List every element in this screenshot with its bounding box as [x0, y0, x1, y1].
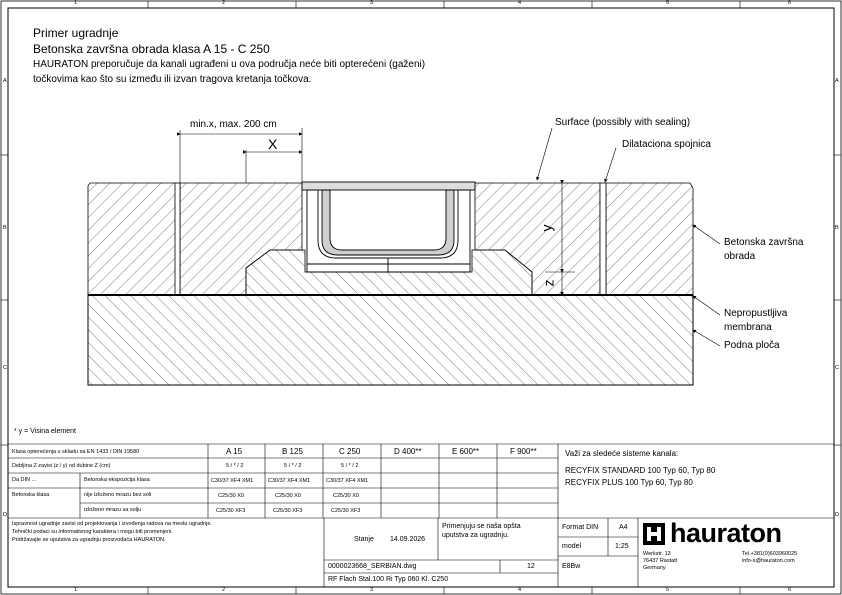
class-b125: B 125 — [282, 447, 303, 456]
note-line-2: točkovima kao što su između ili izvan tragova kretanja točkova. — [33, 74, 312, 85]
note-line-1: HAURATON preporučuje da kanali ugrađeni u ova područja neće biti opterećeni (gaženi) — [33, 59, 426, 70]
class-d400: D 400** — [394, 447, 422, 456]
label-expansion-joint: Dilataciona spojnica — [622, 139, 711, 150]
row-letter-b: B — [3, 225, 7, 231]
row2-value-a15: 5 / * / 2 — [226, 463, 244, 469]
address-1: Werkstr. 13 — [643, 551, 671, 557]
install-note-1: Primenjuju se naša opšta — [442, 523, 521, 530]
format-label: Format DIN — [562, 524, 599, 531]
drawing-number: 0000023668_SERBIAN.dwg — [328, 563, 417, 570]
dimension-z-label: z — [540, 279, 557, 287]
table-row4-left: Betonska klasa — [12, 492, 50, 498]
dimension-y-label: y — [538, 224, 555, 232]
phone: Tel.+381(0)603960025 — [742, 551, 798, 557]
footnote: * y = Visina element — [14, 428, 76, 435]
table-row2-label: Debljina Z zavisi (z / y) od dubine Z (cm) — [12, 463, 111, 469]
model-label: model — [562, 543, 582, 550]
row3-value-b125: C30/37 XF4 XM1 — [268, 478, 311, 484]
drainage-channel — [302, 182, 475, 272]
email: info-s@hauraton.com — [742, 558, 795, 564]
col-number-1: 1 — [74, 0, 78, 6]
row-letter-a: A — [3, 78, 7, 84]
row-letter-d-right: D — [835, 512, 839, 518]
row-letter-c: C — [3, 365, 7, 371]
table-row4-label: nije izloženo mrazu bez soli — [84, 492, 152, 498]
col-number-6: 6 — [788, 0, 792, 6]
disclaimer-2: Tehnički podaci su informativnog karaktera i mogu biti promenjeni. — [12, 529, 173, 535]
table-row5-label: izloženo mrazu sa solju — [84, 507, 142, 513]
row2-value-c250: 5 / * / 2 — [341, 463, 359, 469]
col-number-3-bottom: 3 — [370, 587, 374, 593]
row4-value-c250: C25/30 X0 — [333, 493, 359, 499]
system-2: RECYFIX PLUS 100 Typ 60, Typ 80 — [565, 478, 693, 487]
title-line-1: Primer ugradnje — [33, 26, 119, 40]
format-value: A4 — [619, 524, 628, 531]
install-note-2: uputstva za ugradnju. — [442, 532, 509, 539]
part-description: RF Flach Stal.100 Ri Typ 060 Kl. C250 — [328, 576, 449, 583]
class-a15: A 15 — [226, 447, 243, 456]
col-number-4: 4 — [518, 0, 522, 6]
address-2: 76437 Rastatt — [643, 558, 678, 564]
sheet-number: 12 — [527, 563, 535, 570]
col-number-2: 2 — [222, 0, 226, 6]
row-letter-d: D — [3, 512, 7, 518]
table-row3-left: Da DIN ... — [12, 477, 37, 483]
system-1: RECYFIX STANDARD 100 Typ 60, Typ 80 — [565, 466, 716, 475]
dimension-x-label: X — [268, 136, 278, 152]
row-letter-a-right: A — [835, 78, 839, 84]
row3-value-a15: C30/37 XF4 XM1 — [211, 478, 254, 484]
row5-value-b125: C25/30 XF3 — [273, 508, 303, 514]
table-row3-label: Betonska ekspozicija klasa — [84, 477, 150, 483]
systems-title: Važi za sledeće sisteme kanala: — [565, 449, 679, 458]
row-letter-b-right: B — [835, 225, 839, 231]
address-3: Germany — [643, 565, 666, 571]
dimension-top-label: min.x, max. 200 cm — [190, 119, 277, 130]
base-slab — [88, 295, 693, 385]
row5-value-c250: C25/30 XF3 — [331, 508, 361, 514]
label-surface: Surface (possibly with sealing) — [555, 117, 691, 128]
stanje-label: Stanje — [354, 536, 374, 543]
label-concrete-2: obrada — [724, 251, 756, 262]
class-f900: F 900** — [510, 447, 537, 456]
row4-value-b125: C25/30 X0 — [275, 493, 301, 499]
col-number-5: 5 — [666, 0, 670, 6]
row-letter-c-right: C — [835, 365, 839, 371]
title-line-2: Betonska završna obrada klasa A 15 - C 250 — [33, 42, 270, 56]
col-number-5-bottom: 5 — [666, 587, 670, 593]
col-number-6-bottom: 6 — [788, 587, 792, 593]
row2-value-b125: 5 / * / 2 — [284, 463, 302, 469]
row5-value-a15: C25/30 XF3 — [216, 508, 246, 514]
row4-value-a15: C25/30 X0 — [218, 493, 244, 499]
model-value: 1:25 — [615, 543, 629, 550]
revision-value: E8Bw — [562, 563, 581, 570]
col-number-2-bottom: 2 — [222, 587, 226, 593]
label-membrane-1: Nepropustljiva — [724, 308, 788, 319]
col-number-1-bottom: 1 — [74, 587, 78, 593]
class-c250: C 250 — [339, 447, 361, 456]
stanje-date: 14.09.2026 — [390, 536, 426, 543]
brand-name: hauraton — [670, 518, 782, 548]
disclaimer-1: Ispravnost ugradnje zavisi od projektovanja i izvođenja radova na mestu ugradnje. — [12, 521, 212, 527]
label-base-slab: Podna ploča — [724, 340, 780, 351]
hauraton-logo-icon — [643, 523, 665, 545]
col-number-3: 3 — [370, 0, 374, 6]
col-number-4-bottom: 4 — [518, 587, 522, 593]
table-row1-label: Klasa opterećenja u skladu sa EN 1433 / DIN 19580 — [12, 449, 140, 455]
label-concrete-1: Betonska završna — [724, 237, 804, 248]
disclaimer-3: Pridržavajte se uputstva za ugradnju proizvođača HAURATON. — [12, 537, 166, 543]
label-membrane-2: membrana — [724, 322, 772, 333]
class-e600: E 600** — [452, 447, 480, 456]
row3-value-c250: C30/37 XF4 XM1 — [326, 478, 369, 484]
